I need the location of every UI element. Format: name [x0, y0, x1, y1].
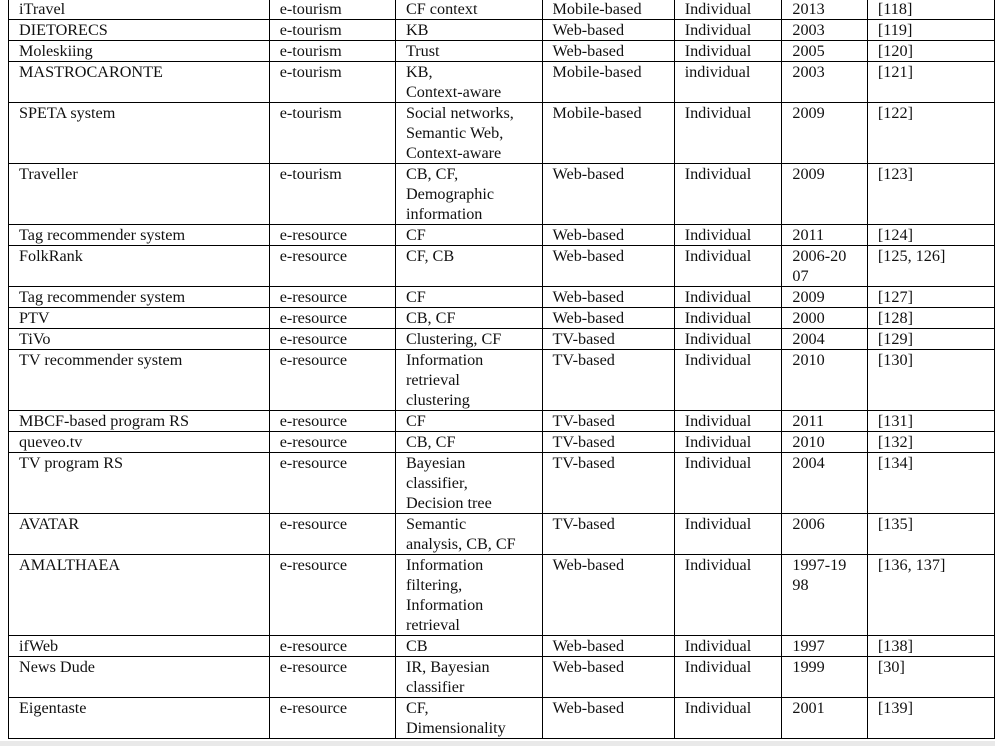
domain-cell: e-resource	[269, 350, 395, 411]
domain-cell: e-resource	[269, 453, 395, 514]
reference-cell: [123]	[867, 164, 994, 225]
technique-cell: IR, Bayesian classifier	[395, 657, 542, 698]
reference-cell: [121]	[867, 62, 994, 103]
year-cell: 2009	[782, 164, 868, 225]
table-row	[9, 432, 995, 453]
target-cell: Individual	[674, 103, 782, 164]
reference-cell: [132]	[867, 432, 994, 453]
technique-cell: Social networks, Semantic Web, Context-aware	[395, 103, 542, 164]
platform-cell: Web-based	[542, 246, 674, 287]
year-cell: 2004	[782, 329, 868, 350]
technique-cell: Clustering, CF	[395, 329, 542, 350]
system-name-cell: Eigentaste	[9, 698, 270, 739]
platform-cell: Mobile-based	[542, 103, 674, 164]
viewer-bottom-edge	[0, 741, 995, 746]
system-name-cell: ifWeb	[9, 636, 270, 657]
system-name-cell: TV recommender system	[9, 350, 270, 411]
system-name-cell: Tag recommender system	[9, 287, 270, 308]
year-cell: 2003	[782, 20, 868, 41]
target-cell: Individual	[674, 0, 782, 20]
year-cell: 2000	[782, 308, 868, 329]
reference-cell: [139]	[867, 698, 994, 739]
table-row	[9, 103, 995, 164]
target-cell: Individual	[674, 20, 782, 41]
technique-cell: CF	[395, 225, 542, 246]
reference-cell: [131]	[867, 411, 994, 432]
target-cell: Individual	[674, 329, 782, 350]
technique-cell: CB, CF	[395, 308, 542, 329]
system-name-cell: queveo.tv	[9, 432, 270, 453]
reference-cell: [118]	[867, 0, 994, 20]
table-row	[9, 329, 995, 350]
reference-cell: [135]	[867, 514, 994, 555]
year-cell: 2011	[782, 225, 868, 246]
year-cell: 2011	[782, 411, 868, 432]
system-name-cell: AVATAR	[9, 514, 270, 555]
technique-cell: Bayesian classifier, Decision tree	[395, 453, 542, 514]
technique-cell: CF	[395, 411, 542, 432]
platform-cell: Web-based	[542, 164, 674, 225]
platform-cell: TV-based	[542, 514, 674, 555]
domain-cell: e-resource	[269, 329, 395, 350]
year-cell: 2009	[782, 103, 868, 164]
platform-cell: Web-based	[542, 657, 674, 698]
platform-cell: Web-based	[542, 287, 674, 308]
table-row	[9, 350, 995, 411]
system-name-cell: Moleskiing	[9, 41, 270, 62]
system-name-cell: MASTROCARONTE	[9, 62, 270, 103]
technique-cell: CF, Dimensionality	[395, 698, 542, 739]
year-cell: 2010	[782, 350, 868, 411]
target-cell: Individual	[674, 246, 782, 287]
year-cell: 1997	[782, 636, 868, 657]
table-row	[9, 62, 995, 103]
technique-cell: CF, CB	[395, 246, 542, 287]
domain-cell: e-resource	[269, 246, 395, 287]
reference-cell: [130]	[867, 350, 994, 411]
system-name-cell: DIETORECS	[9, 20, 270, 41]
reference-cell: [124]	[867, 225, 994, 246]
target-cell: individual	[674, 62, 782, 103]
platform-cell: Web-based	[542, 555, 674, 636]
domain-cell: e-tourism	[269, 41, 395, 62]
target-cell: Individual	[674, 287, 782, 308]
reference-cell: [30]	[867, 657, 994, 698]
domain-cell: e-tourism	[269, 103, 395, 164]
year-cell: 2013	[782, 0, 868, 20]
recommender-systems-table	[8, 0, 995, 739]
technique-cell: CF	[395, 287, 542, 308]
technique-cell: CB	[395, 636, 542, 657]
table-body	[9, 0, 995, 739]
domain-cell: e-resource	[269, 225, 395, 246]
technique-cell: CB, CF, Demographic information	[395, 164, 542, 225]
reference-cell: [125, 126]	[867, 246, 994, 287]
domain-cell: e-resource	[269, 308, 395, 329]
target-cell: Individual	[674, 411, 782, 432]
table-row	[9, 308, 995, 329]
table-row	[9, 20, 995, 41]
table-row	[9, 411, 995, 432]
domain-cell: e-tourism	[269, 62, 395, 103]
system-name-cell: MBCF-based program RS	[9, 411, 270, 432]
target-cell: Individual	[674, 41, 782, 62]
target-cell: Individual	[674, 698, 782, 739]
target-cell: Individual	[674, 225, 782, 246]
reference-cell: [134]	[867, 453, 994, 514]
table-row	[9, 0, 995, 20]
target-cell: Individual	[674, 657, 782, 698]
year-cell: 2001	[782, 698, 868, 739]
domain-cell: e-resource	[269, 514, 395, 555]
year-cell: 2005	[782, 41, 868, 62]
year-cell: 2009	[782, 287, 868, 308]
target-cell: Individual	[674, 514, 782, 555]
year-cell: 2006	[782, 514, 868, 555]
system-name-cell: PTV	[9, 308, 270, 329]
system-name-cell: Tag recommender system	[9, 225, 270, 246]
platform-cell: Web-based	[542, 698, 674, 739]
reference-cell: [119]	[867, 20, 994, 41]
platform-cell: Web-based	[542, 41, 674, 62]
table-row	[9, 657, 995, 698]
target-cell: Individual	[674, 453, 782, 514]
technique-cell: KB	[395, 20, 542, 41]
domain-cell: e-resource	[269, 555, 395, 636]
year-cell: 2006-20 07	[782, 246, 868, 287]
domain-cell: e-resource	[269, 698, 395, 739]
table-row	[9, 225, 995, 246]
year-cell: 1999	[782, 657, 868, 698]
target-cell: Individual	[674, 636, 782, 657]
target-cell: Individual	[674, 164, 782, 225]
table-row	[9, 287, 995, 308]
platform-cell: TV-based	[542, 453, 674, 514]
target-cell: Individual	[674, 350, 782, 411]
year-cell: 2010	[782, 432, 868, 453]
table-row	[9, 514, 995, 555]
year-cell: 1997-19 98	[782, 555, 868, 636]
table-row	[9, 636, 995, 657]
platform-cell: TV-based	[542, 350, 674, 411]
platform-cell: Web-based	[542, 20, 674, 41]
domain-cell: e-resource	[269, 657, 395, 698]
domain-cell: e-resource	[269, 411, 395, 432]
platform-cell: Mobile-based	[542, 0, 674, 20]
domain-cell: e-resource	[269, 636, 395, 657]
system-name-cell: iTravel	[9, 0, 270, 20]
domain-cell: e-tourism	[269, 20, 395, 41]
reference-cell: [122]	[867, 103, 994, 164]
domain-cell: e-resource	[269, 287, 395, 308]
platform-cell: Mobile-based	[542, 62, 674, 103]
system-name-cell: FolkRank	[9, 246, 270, 287]
reference-cell: [138]	[867, 636, 994, 657]
reference-cell: [129]	[867, 329, 994, 350]
reference-cell: [128]	[867, 308, 994, 329]
table-row	[9, 41, 995, 62]
reference-cell: [136, 137]	[867, 555, 994, 636]
table-row	[9, 555, 995, 636]
system-name-cell: AMALTHAEA	[9, 555, 270, 636]
table-row	[9, 164, 995, 225]
domain-cell: e-tourism	[269, 164, 395, 225]
target-cell: Individual	[674, 308, 782, 329]
year-cell: 2004	[782, 453, 868, 514]
technique-cell: Information filtering, Information retrieval	[395, 555, 542, 636]
technique-cell: CB, CF	[395, 432, 542, 453]
table-row	[9, 698, 995, 739]
technique-cell: Information retrieval clustering	[395, 350, 542, 411]
system-name-cell: SPETA system	[9, 103, 270, 164]
domain-cell: e-tourism	[269, 0, 395, 20]
table-row	[9, 453, 995, 514]
reference-cell: [127]	[867, 287, 994, 308]
platform-cell: TV-based	[542, 329, 674, 350]
reference-cell: [120]	[867, 41, 994, 62]
technique-cell: Semantic analysis, CB, CF	[395, 514, 542, 555]
platform-cell: TV-based	[542, 411, 674, 432]
target-cell: Individual	[674, 555, 782, 636]
technique-cell: KB, Context-aware	[395, 62, 542, 103]
table-row	[9, 246, 995, 287]
target-cell: Individual	[674, 432, 782, 453]
platform-cell: TV-based	[542, 432, 674, 453]
system-name-cell: TiVo	[9, 329, 270, 350]
platform-cell: Web-based	[542, 636, 674, 657]
platform-cell: Web-based	[542, 225, 674, 246]
technique-cell: CF context	[395, 0, 542, 20]
year-cell: 2003	[782, 62, 868, 103]
technique-cell: Trust	[395, 41, 542, 62]
domain-cell: e-resource	[269, 432, 395, 453]
system-name-cell: TV program RS	[9, 453, 270, 514]
system-name-cell: News Dude	[9, 657, 270, 698]
platform-cell: Web-based	[542, 308, 674, 329]
system-name-cell: Traveller	[9, 164, 270, 225]
